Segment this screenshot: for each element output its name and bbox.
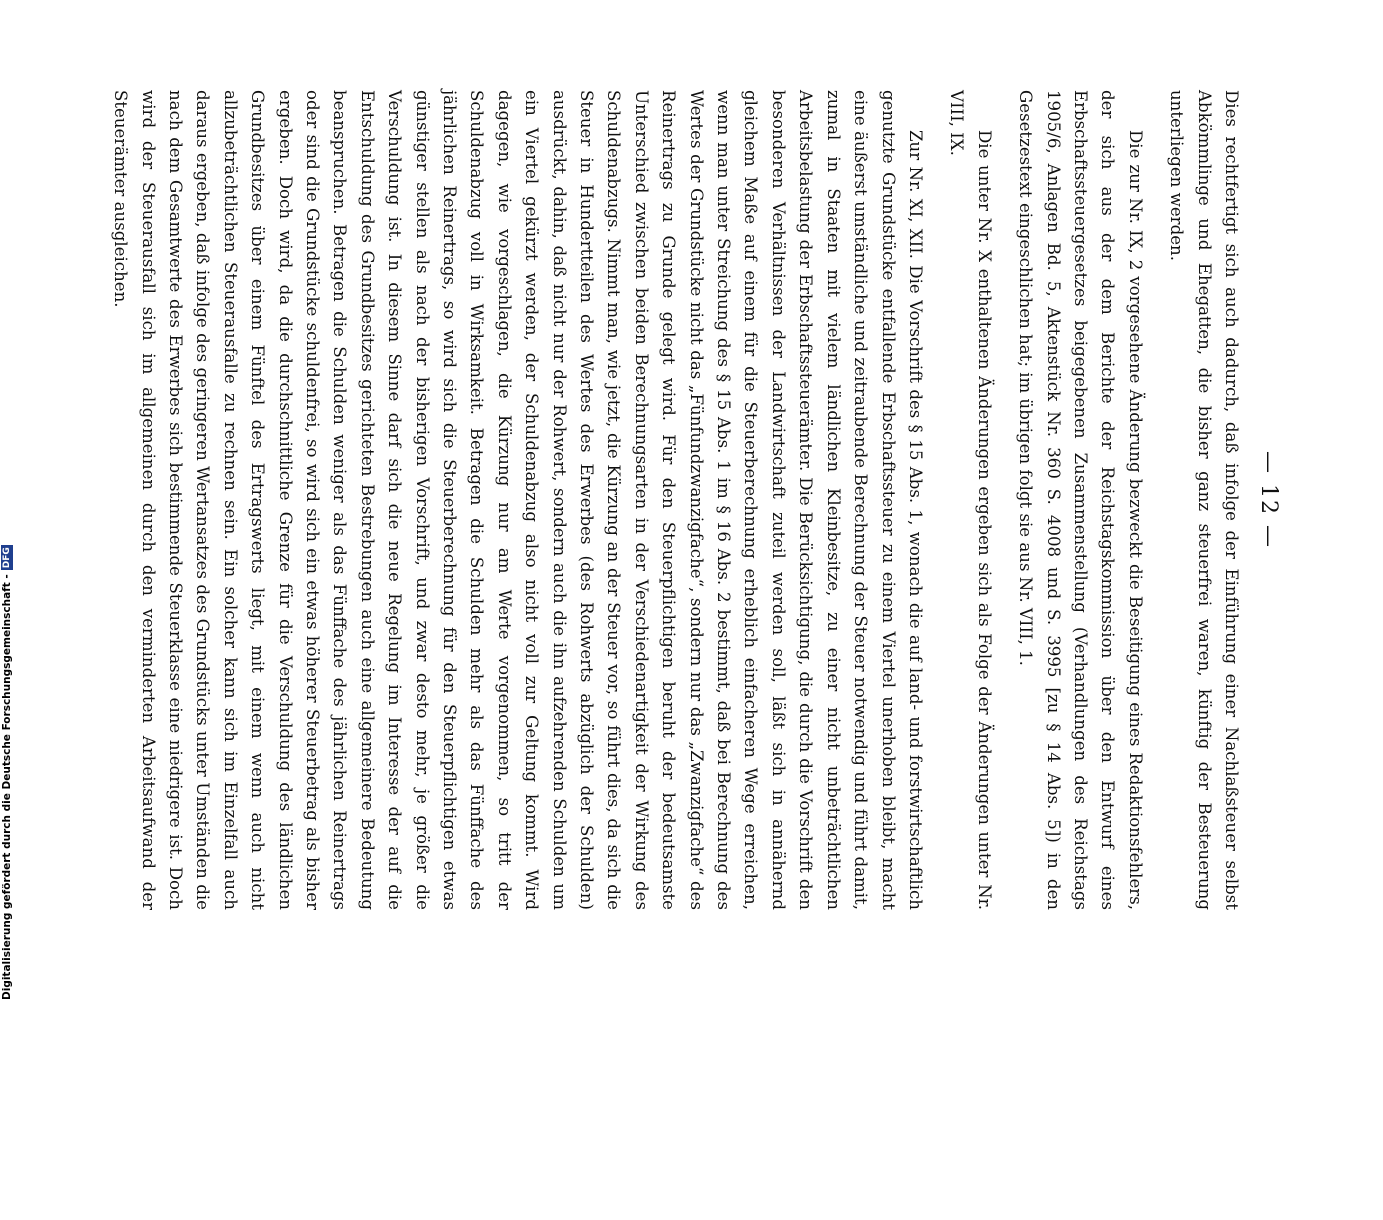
rotated-document <box>111 90 1281 1220</box>
digitization-stamp <box>0 547 14 1000</box>
dfg-logo: DFG <box>2 547 12 569</box>
digitization-stamp-text: Digitalisierung gefördert durch die Deutsche Forschungsgemeinschaft - <box>1 574 13 1000</box>
document-page <box>111 90 1295 910</box>
paragraph: Die unter Nr. X enthaltenen Änderungen ergeben sich als Folge der Änderungen unter Nr. VIII, IX. <box>947 90 994 910</box>
paragraph: Dies rechtfertigt sich auch dadurch, daß infolge der Einführung einer Nachlaßsteuer selbst Abkömmlinge und Ehegatten, die bisher ganz steuerfrei waren, künftig der Besteuerung unterliegen werden. <box>1167 90 1241 910</box>
page-number: — 12 — <box>1256 451 1281 549</box>
paragraph: Die zur Nr. IX, 2 vorgesehene Änderung bezweckt die Beseitigung eines Redaktionsfehlers, der sich aus der dem Berichte der Reichstagskommission über den Entwurf eines Erbschaftssteuergesetzes beigegebenen Zusammenstellung (Verhandlungen des Reichstags 1905/6, Anlagen Bd. 5, Aktenstück Nr. 360 S. 4008 und S. 3995 [zu § 14 Abs. 5]) in den Gesetzestext eingeschlichen hat; im übrigen folgt sie aus Nr. VIII, 1. <box>1016 90 1145 910</box>
body-text <box>107 90 1245 910</box>
paragraph: Zur Nr. XI, XII. Die Vorschrift des § 15 Abs. 1, wonach die auf land- und forstwirtschaftlich genutzte Grundstücke entfallende Erbschaftssteuer zu einem Viertel unerhoben bleibt, macht eine äußerst umständliche und zeitraubende Berechnung der Steuer notwendig und führt damit, zumal in Staaten mit vielem ländlichen Kleinbesitze, zu einer nicht unbeträchtlichen Arbeitsbelastung der Erbschaftssteuerämter. Die Berücksichtigung, die durch die Vorschrift den besonderen Verhältnissen der Landwirtschaft zuteil werden soll, läßt sich in annähernd gleichem Maße auf einem für die Steuerberechnung erheblich einfacheren Wege erreichen, wenn man unter Streichung des § 15 Abs. 1 im § 16 Abs. 2 bestimmt, daß bei Berechnung des Wertes der Grundstücke nicht das „Fünfundzwanzigfache“, sondern nur das „Zwanzigfache“ des Reinertrags zu Grunde gelegt wird. Für den Steuerpflichtigen beruht der bedeutsamste Unterschied zwischen beiden Berechnungsarten in der Verschiedenartigkeit der Wirkung des Schuldenabzugs. Nimmt man, wie jetzt, die Kürzung an der Steuer vor, so führt dies, da sich die Steuer in Hundertteilen des Wertes des Erwerbes (des Rohwerts abzüglich der Schulden) ausdrückt, dahin, daß nicht nur der Rohwert, sondern auch die ihn aufzehrenden Schulden um ein Viertel gekürzt werden, der Schuldenabzug also nicht voll zur Geltung kommt. Wird dagegen, wie vorgeschlagen, die Kürzung nur am Werte vorgenommen, so tritt der Schuldenabzug voll in Wirksamkeit. Betragen die Schulden mehr als das Fünffache des jährlichen Reinertrags, so wird sich die Steuerberechnung für den Steuerpflichtigen etwas günstiger stellen als nach der bisherigen Vorschrift, und zwar desto mehr, je größer die Verschuldung ist. In diesem Sinne darf sich die neue Regelung im Interesse der auf die Entschuldung des Grundbesitzes gerichteten Bestrebungen auch eine allgemeinere Bedeutung beanspruchen. Betragen die Schulden weniger als das Fünffache des jährlichen Reinertrags oder sind die Grundstücke schuldenfrei, so wird sich ein etwas höherer Steuerbetrag als bisher ergeben. Doch wird, da die durchschnittliche Grenze für die Verschuldung des ländlichen Grundbesitzes über einem Fünftel des Ertragswerts liegt, mit einem wenn auch nicht allzubeträchtlichen Steuerausfalle zu rechnen sein. Ein solcher kann sich im Einzelfall auch daraus ergeben, daß infolge des geringeren Wertansatzes des Grundstücks unter Umständen die nach dem Gesamtwerte des Erwerbes sich bestimmende Steuerklasse eine niedrigere ist. Doch wird der Steuerausfall sich im allgemeinen durch den verminderten Arbeitsaufwand der Steuerämter ausgleichen. <box>111 90 925 910</box>
